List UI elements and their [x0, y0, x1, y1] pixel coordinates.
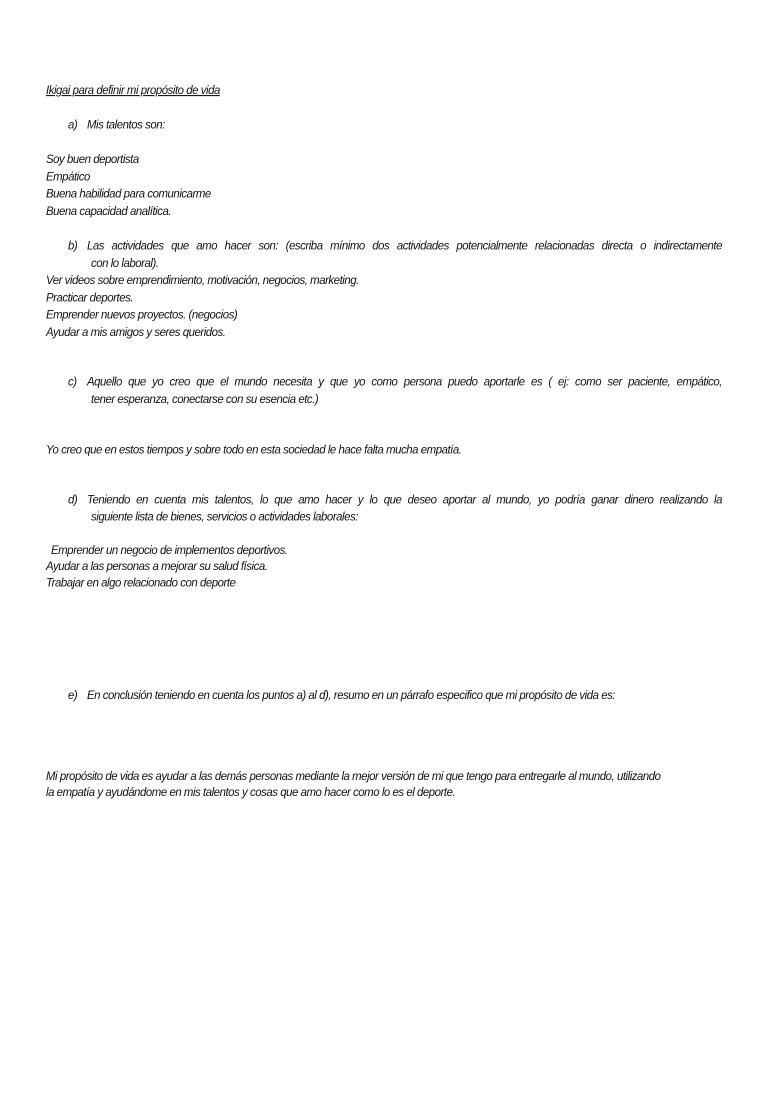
question-b-text-line1: Las actividades que amo hacer son: (escriba mínimo dos actividades potencialmente relacionadas directa o indirectamente	[87, 239, 722, 253]
answer-e-2: la empatía y ayudándome en mis talentos y cosas que amo hacer como lo es el deporte.	[46, 786, 456, 800]
question-e-text: En conclusión teniendo en cuenta los puntos a) al d), resumo en un párrafo especifico que mi propósito de vida es:	[87, 689, 616, 702]
question-a	[68, 117, 722, 134]
question-d-text-line2: siguiente lista de bienes, servicios o actividades laborales:	[91, 510, 358, 524]
question-e-label: e)	[68, 689, 78, 702]
answer-a-2: Empático	[46, 170, 90, 184]
answer-b-1: Ver videos sobre emprendimiento, motivación, negocios, marketing.	[46, 274, 359, 288]
question-e	[68, 687, 722, 704]
answer-d-1: Emprender un negocio de implementos deportivos.	[51, 544, 288, 558]
question-c-label: c)	[68, 375, 77, 389]
answer-b-3: Emprender nuevos proyectos. (negocios)	[46, 308, 238, 322]
answer-b-2: Practicar deportes.	[46, 291, 134, 305]
question-b-label: b)	[68, 239, 78, 253]
answer-d-3: Trabajar en algo relacionado con deporte	[46, 576, 236, 590]
question-c	[68, 374, 722, 409]
question-c-text-line1: Aquello que yo creo que el mundo necesita y que yo como persona puedo aportarle es ( ej: como ser paciente, empático,	[87, 375, 722, 389]
question-a-text: Mis talentos son:	[87, 118, 165, 132]
answer-a-4: Buena capacidad analítica.	[46, 205, 172, 219]
answer-c-1: Yo creo que en estos tiempos y sobre todo en esta sociedad le hace falta mucha empatía.	[46, 443, 462, 457]
question-b	[68, 238, 722, 273]
answer-e-1: Mi propósito de vida es ayudar a las demás personas mediante la mejor versión de mi que tengo para entregarle al mundo, utilizando	[46, 770, 661, 784]
question-d	[68, 491, 722, 526]
question-d-text-line1: Teniendo en cuenta mis talentos, lo que amo hacer y lo que deseo aportar al mundo, yo podría ganar dinero realizando la	[87, 493, 722, 507]
question-d-label: d)	[68, 493, 78, 507]
question-c-text-line2: tener esperanza, conectarse con su esencia etc.)	[91, 393, 319, 407]
question-a-label: a)	[68, 118, 78, 132]
answer-b-4: Ayudar a mis amigos y seres queridos.	[46, 326, 226, 340]
answer-d-2: Ayudar a las personas a mejorar su salud física.	[46, 560, 268, 574]
document-title: Ikigai para definir mi propósito de vida	[46, 84, 220, 98]
question-b-text-line2: con lo laboral).	[91, 257, 159, 270]
answer-a-1: Soy buen deportista	[46, 153, 139, 167]
answer-a-3: Buena habilidad para comunicarme	[46, 187, 211, 201]
